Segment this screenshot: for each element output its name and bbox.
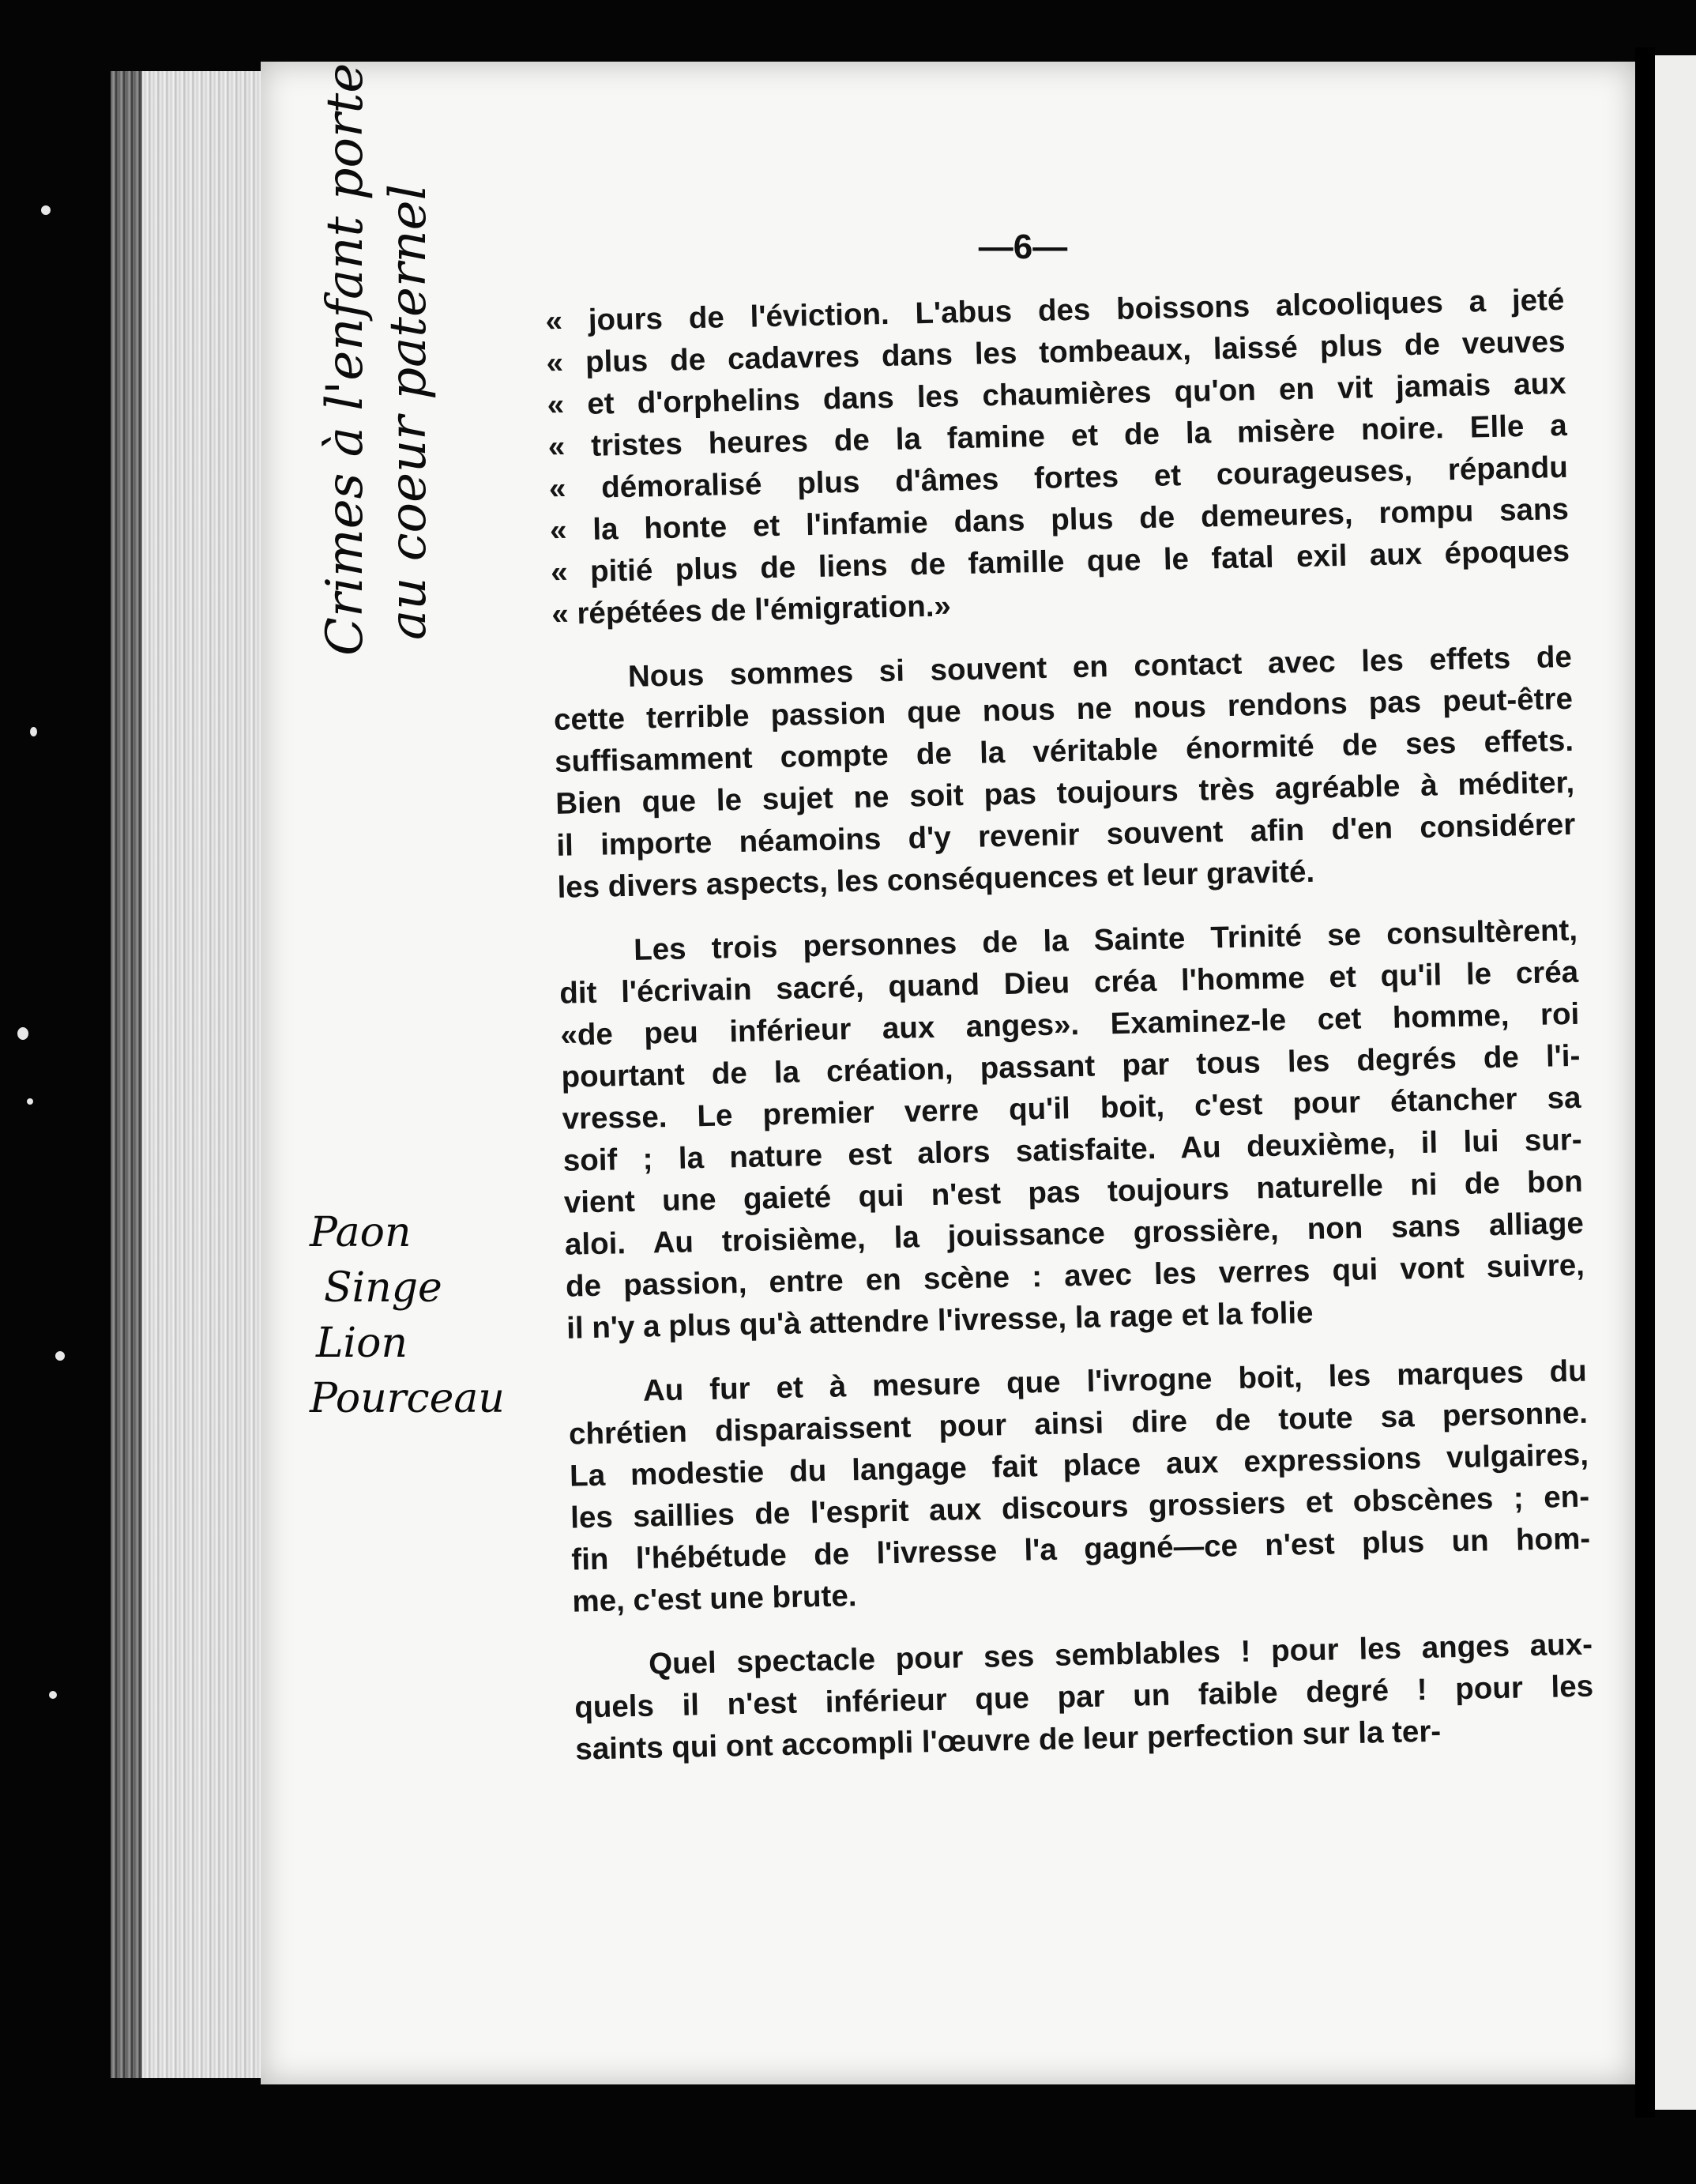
- paragraph: [545, 279, 1571, 635]
- text-line: « tristes heures de la famine et de la misère noire. Elle a: [547, 408, 1568, 464]
- text-line: il importe néamoins d'y revenir souvent afin d'en considérer: [556, 807, 1576, 863]
- text-line: Les trois personnes de la Sainte Trinité se consultèrent,: [633, 913, 1578, 967]
- body-text: [545, 279, 1595, 1793]
- handwritten-list-item: Paon: [310, 1209, 412, 1256]
- next-page-edge: [1655, 55, 1696, 2110]
- text-line: Bien que le sujet ne soit pas toujours très agréable à méditer,: [555, 765, 1575, 821]
- text-line: Quel spectacle pour ses semblables ! pour les anges aux-: [648, 1627, 1593, 1681]
- text-line: cette terrible passion que nous ne nous rendons pas peut-être: [553, 681, 1574, 737]
- text-line: saints qui ont accompli l'œuvre de leur perfection sur la ter-: [574, 1714, 1442, 1767]
- text-line: «de peu inférieur aux anges». Examinez-le cet homme, roi: [560, 996, 1580, 1052]
- text-line: vresse. Le premier verre qu'il boit, c'est pour étancher sa: [562, 1080, 1581, 1136]
- dust-speck: [55, 1351, 65, 1361]
- text-line: soif ; la nature est alors satisfaite. Au deuxième, il lui sur-: [562, 1122, 1582, 1178]
- text-line: « démoralisé plus d'âmes fortes et courageuses, répandu: [548, 450, 1569, 506]
- paragraph: [558, 909, 1586, 1350]
- text-line: Nous sommes si souvent en contact avec les effets de: [627, 639, 1573, 694]
- page-gap: [1635, 47, 1655, 2118]
- handwritten-margin-note: au coeur paternel: [379, 184, 438, 640]
- handwritten-list-item: Lion: [316, 1320, 408, 1367]
- handwritten-animal-list: [310, 1205, 505, 1426]
- handwritten-list-item: Pourceau: [310, 1375, 505, 1422]
- paragraph: [567, 1350, 1591, 1623]
- text-line: fin l'hébétude de l'ivresse l'a gagné—ce n'est plus un hom-: [570, 1521, 1591, 1577]
- text-line: « répétées de l'émigration.»: [551, 589, 952, 631]
- paragraph: [552, 636, 1576, 909]
- text-line: vient une gaieté qui n'est pas toujours naturelle ni de bon: [563, 1164, 1584, 1220]
- text-line: « la honte et l'infamie dans plus de demeures, rompu sans: [549, 491, 1570, 548]
- text-line: « et d'orphelins dans les chaumières qu'on en vit jamais aux: [547, 366, 1566, 422]
- text-line: il n'y a plus qu'à attendre l'ivresse, la rage et la folie: [566, 1295, 1314, 1346]
- dust-speck: [49, 1691, 57, 1699]
- dust-speck: [30, 727, 37, 736]
- text-line: dit l'écrivain sacré, quand Dieu créa l'homme et qu'il le créa: [558, 955, 1579, 1011]
- text-line: « jours de l'éviction. L'abus des boissons alcooliques a jeté: [545, 282, 1565, 338]
- text-line: « plus de cadavres dans les tombeaux, laissé plus de veuves: [546, 324, 1566, 380]
- dust-speck: [17, 1027, 28, 1040]
- dust-speck: [41, 205, 51, 215]
- page-number: —6—: [978, 228, 1068, 266]
- text-line: pourtant de la création, passant par tous les degrés de l'i-: [561, 1038, 1581, 1094]
- text-line: quels il n'est inférieur que par un faible degré ! pour les: [573, 1669, 1594, 1725]
- binding-shadow: [111, 71, 142, 2078]
- text-line: « pitié plus de liens de famille que le fatal exil aux époques: [550, 533, 1570, 589]
- text-line: les saillies de l'esprit aux discours grossiers et obscènes ; en-: [570, 1479, 1590, 1535]
- text-line: Au fur et à mesure que l'ivrogne boit, les marques du: [642, 1354, 1588, 1408]
- handwritten-margin-note: Crimes à l'enfant porte: [316, 62, 374, 656]
- text-line: chrétien disparaissent pour ainsi dire de toute sa personne.: [568, 1395, 1589, 1452]
- text-line: les divers aspects, les conséquences et leur gravité.: [557, 854, 1315, 905]
- text-line: suffisamment compte de la véritable énormité de ses effets.: [554, 723, 1574, 779]
- paragraph: [573, 1624, 1595, 1771]
- handwritten-list-item: Singe: [324, 1264, 442, 1312]
- text-line: de passion, entre en scène : avec les verres qui vont suivre,: [565, 1248, 1585, 1304]
- dust-speck: [27, 1098, 33, 1105]
- text-line: me, c'est une brute.: [572, 1579, 857, 1619]
- text-line: aloi. Au troisième, la jouissance grossière, non sans alliage: [564, 1206, 1585, 1262]
- text-line: La modestie du langage fait place aux expressions vulgaires,: [569, 1437, 1589, 1493]
